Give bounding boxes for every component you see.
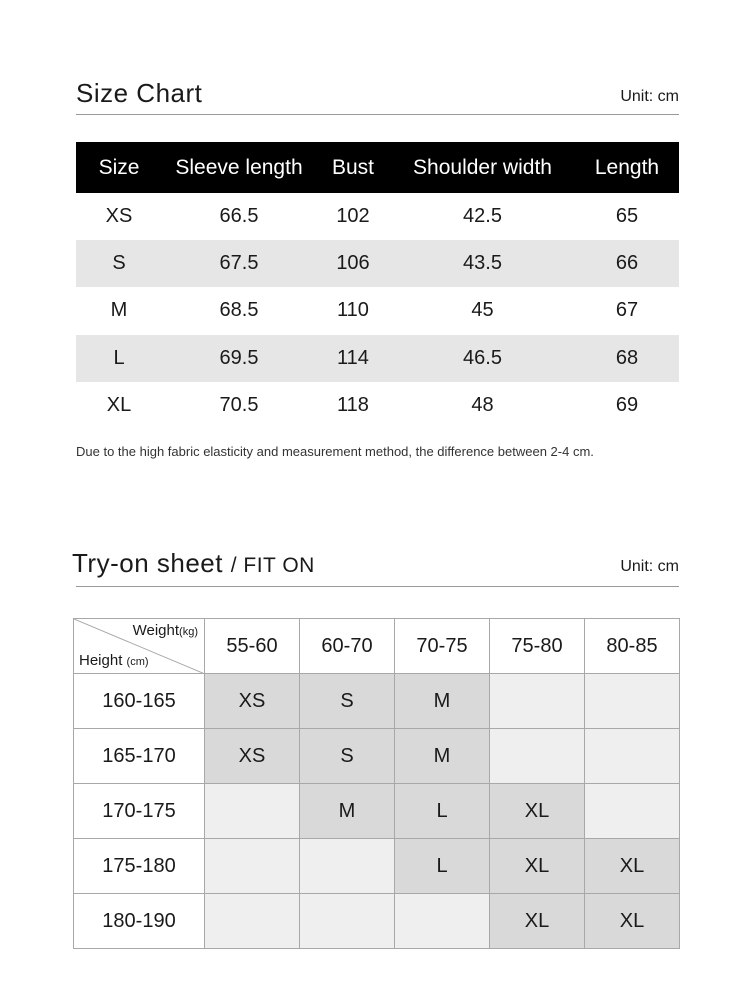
fit-sheet-title	[72, 548, 315, 579]
size-recommendation-cell	[585, 729, 680, 784]
fit-sheet-subtitle: / FIT ON	[230, 554, 315, 577]
size-recommendation-cell: L	[395, 839, 490, 894]
size-recommendation-cell: XS	[205, 729, 300, 784]
shoulder-cell: 42.5	[463, 205, 502, 228]
size-recommendation-cell: S	[300, 674, 395, 729]
column-header: Bust	[316, 142, 390, 193]
weight-header: 75-80	[490, 619, 585, 674]
weight-header: 70-75	[395, 619, 490, 674]
height-axis-label	[79, 652, 149, 669]
size-recommendation-cell	[205, 784, 300, 839]
size-recommendation-cell	[585, 674, 680, 729]
length-cell: 68	[575, 335, 679, 382]
fit-sheet-table	[73, 618, 680, 949]
height-range-cell: 165-170	[74, 729, 205, 784]
height-unit: (cm)	[126, 656, 149, 668]
column-header: Sleeve length	[162, 142, 316, 193]
bust-cell: 102	[336, 205, 370, 228]
size-chart-header	[76, 76, 679, 115]
sleeve-cell: 67.5	[162, 240, 316, 287]
table-row	[74, 839, 680, 894]
length-cell: 69	[615, 393, 639, 416]
size-recommendation-cell	[490, 674, 585, 729]
size-recommendation-cell	[300, 894, 395, 949]
fit-sheet-body	[74, 674, 680, 949]
size-recommendation-cell: XS	[205, 674, 300, 729]
fit-sheet-unit: Unit: cm	[620, 558, 679, 575]
table-row	[76, 240, 679, 287]
fit-sheet-title-main: Try-on sheet	[72, 548, 223, 578]
height-range-cell: 160-165	[74, 674, 205, 729]
length-cell: 65	[615, 205, 639, 228]
height-range-cell: 175-180	[74, 839, 205, 894]
table-row	[76, 382, 679, 429]
table-row	[76, 335, 679, 382]
sleeve-cell: 68.5	[219, 299, 259, 322]
shoulder-cell: 46.5	[390, 335, 575, 382]
shoulder-cell: 43.5	[390, 240, 575, 287]
bust-cell: 110	[337, 299, 369, 322]
table-row	[74, 674, 680, 729]
length-cell: 66	[575, 240, 679, 287]
height-label: Height	[79, 652, 123, 669]
weight-unit: (kg)	[179, 626, 198, 638]
size-recommendation-cell	[300, 839, 395, 894]
shoulder-cell: 45	[471, 299, 494, 322]
size-recommendation-cell: XL	[490, 839, 585, 894]
size-cell: M	[110, 299, 128, 322]
shoulder-cell: 48	[471, 393, 494, 416]
table-row	[76, 193, 679, 240]
size-recommendation-cell: XL	[490, 894, 585, 949]
bust-cell: 118	[337, 393, 369, 416]
size-recommendation-cell	[585, 784, 680, 839]
measurement-note: Due to the high fabric elasticity and measurement method, the difference between 2-4 cm.	[76, 444, 594, 459]
size-chart-table	[76, 142, 679, 429]
size-cell: XS	[105, 205, 133, 228]
column-header: Length	[575, 142, 679, 193]
size-recommendation-cell: L	[395, 784, 490, 839]
size-recommendation-cell: XL	[585, 894, 680, 949]
size-recommendation-cell	[205, 839, 300, 894]
bust-cell: 106	[316, 240, 390, 287]
size-recommendation-cell: M	[395, 674, 490, 729]
size-chart-title: Size Chart	[76, 78, 203, 108]
sleeve-cell: 66.5	[219, 205, 259, 228]
height-range-cell: 180-190	[74, 894, 205, 949]
size-cell: L	[76, 335, 162, 382]
table-row	[76, 287, 679, 334]
size-recommendation-cell: M	[395, 729, 490, 784]
size-cell: S	[76, 240, 162, 287]
fit-sheet-header-row	[74, 619, 680, 674]
size-recommendation-cell: S	[300, 729, 395, 784]
size-recommendation-cell: XL	[585, 839, 680, 894]
size-chart-header-row	[76, 142, 679, 193]
length-cell: 67	[615, 299, 639, 322]
height-range-cell: 170-175	[74, 784, 205, 839]
weight-header: 80-85	[585, 619, 680, 674]
weight-header: 60-70	[300, 619, 395, 674]
size-chart-unit: Unit: cm	[620, 88, 679, 105]
fit-sheet-header	[72, 546, 679, 587]
size-recommendation-cell: M	[300, 784, 395, 839]
weight-header: 55-60	[205, 619, 300, 674]
sleeve-cell: 69.5	[162, 335, 316, 382]
weight-axis-label	[133, 622, 198, 639]
size-recommendation-cell	[395, 894, 490, 949]
column-header: Size	[76, 142, 162, 193]
size-recommendation-cell	[205, 894, 300, 949]
column-header: Shoulder width	[390, 142, 575, 193]
sleeve-cell: 70.5	[219, 393, 259, 416]
table-row	[74, 894, 680, 949]
table-row	[74, 729, 680, 784]
size-recommendation-cell: XL	[490, 784, 585, 839]
size-recommendation-cell	[490, 729, 585, 784]
table-row	[74, 784, 680, 839]
size-cell: XL	[106, 393, 132, 416]
bust-cell: 114	[316, 335, 390, 382]
corner-header	[74, 619, 205, 674]
weight-label: Weight	[132, 622, 180, 639]
